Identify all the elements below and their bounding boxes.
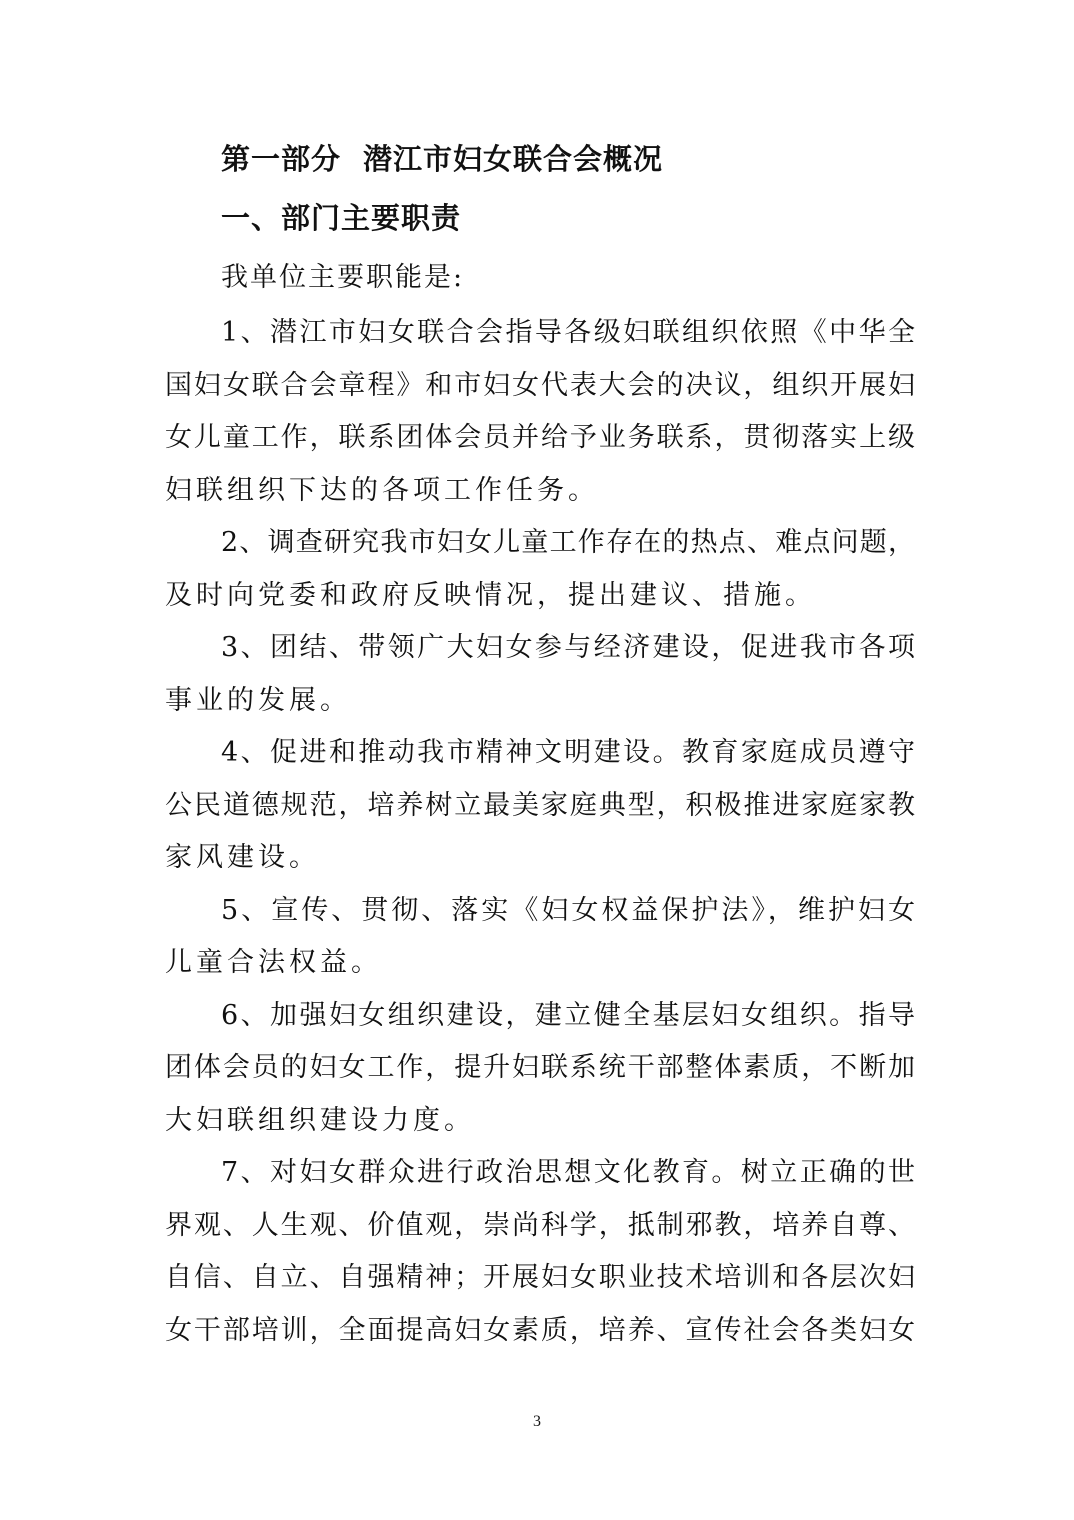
- paragraph-line: 4、促进和推动我市精神文明建设。教育家庭成员遵守: [221, 737, 915, 768]
- page-content: [165, 130, 915, 1357]
- paragraph-line: 5、宣传、贯彻、落实《妇女权益保护法》，维护妇女: [221, 894, 915, 926]
- paragraph-line: 1、潜江市妇女联合会指导各级妇联组织依照《中华全: [221, 317, 915, 348]
- paragraph-line: 事业的发展。: [165, 684, 351, 716]
- paragraph-line: 国妇女联合会章程》和市妇女代表大会的决议，组织开展妇: [165, 369, 915, 401]
- paragraph-line: 儿童合法权益。: [165, 947, 382, 978]
- paragraph-line: 3、团结、带领广大妇女参与经济建设，促进我市各项: [221, 632, 915, 663]
- paragraph-line: 妇联组织下达的各项工作任务。: [165, 474, 599, 506]
- duty-paragraph-5: [165, 885, 915, 990]
- paragraph-line: 家风建设。: [165, 842, 320, 873]
- duty-paragraph-4: [165, 727, 915, 885]
- intro-text: 我单位主要职能是:: [221, 262, 465, 293]
- duty-paragraph-1: [165, 307, 915, 517]
- paragraph-line: 自信、自立、自强精神；开展妇女职业技术培训和各层次妇: [165, 1262, 915, 1293]
- part-label: 第一部分: [221, 142, 342, 176]
- paragraph-line: 公民道德规范，培养树立最美家庭典型，积极推进家庭家教: [165, 789, 915, 821]
- paragraph-line: 女干部培训，全面提高妇女素质，培养、宣传社会各类妇女: [165, 1314, 915, 1346]
- duty-paragraph-3: [165, 622, 915, 727]
- paragraph-line: 2、调查研究我市妇女儿童工作存在的热点、难点问题，: [221, 527, 915, 558]
- duty-paragraph-2: [165, 517, 915, 622]
- paragraph-line: 界观、人生观、价值观，崇尚科学，抵制邪教，培养自尊、: [165, 1209, 915, 1241]
- paragraph-line: 团体会员的妇女工作，提升妇联系统干部整体素质，不断加: [165, 1052, 915, 1083]
- duty-paragraph-6: [165, 990, 915, 1148]
- part-title: 潜江市妇女联合会概况: [363, 142, 664, 176]
- paragraph-line: 及时向党委和政府反映情况，提出建议、措施。: [165, 579, 816, 611]
- section-heading: 一、部门主要职责: [221, 201, 462, 235]
- paragraph-line: 女儿童工作，联系团体会员并给予业务联系，贯彻落实上级: [165, 422, 915, 453]
- paragraph-line: 6、加强妇女组织建设，建立健全基层妇女组织。指导: [221, 999, 915, 1031]
- part-heading: [165, 130, 915, 189]
- duty-paragraph-7: [165, 1147, 915, 1357]
- paragraph-line: 7、对妇女群众进行政治思想文化教育。树立正确的世: [221, 1157, 915, 1188]
- paragraph-line: 大妇联组织建设力度。: [165, 1104, 475, 1136]
- page-number: 3: [533, 1413, 541, 1430]
